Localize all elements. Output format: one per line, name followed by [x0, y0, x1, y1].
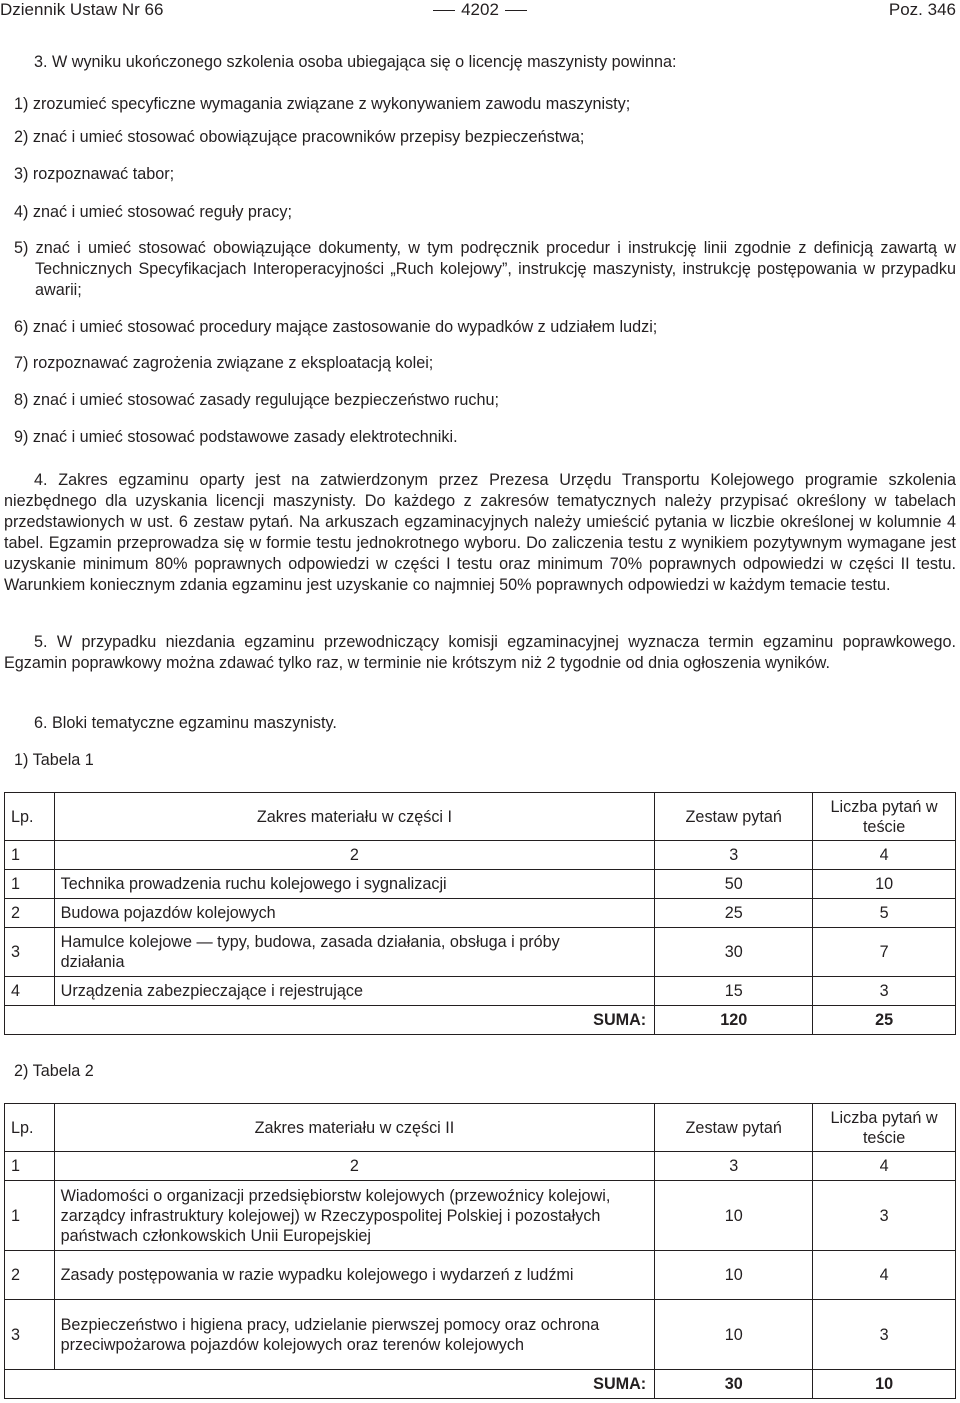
- table1-row2-zestaw: 25: [655, 899, 813, 928]
- section3-item-4: 4) znać i umieć stosować reguły pracy;: [14, 203, 292, 221]
- table-row: [5, 870, 956, 899]
- table2-num-2: 2: [54, 1152, 655, 1181]
- table1-row4-zestaw: 15: [655, 977, 813, 1006]
- table-row: [5, 899, 956, 928]
- section3-item-3: 3) rozpoznawać tabor;: [14, 165, 175, 183]
- table1-sum-row: [5, 1006, 956, 1035]
- table-row: [5, 1251, 956, 1300]
- table2-row2-liczba: 4: [813, 1251, 956, 1300]
- section3-item-6: 6) znać i umieć stosować procedury mające zastosowanie do wypadków z udziałem ludzi;: [14, 318, 658, 336]
- table1-header-zakres: Zakres materiału w części I: [54, 793, 655, 841]
- section4-paragraph: 4. Zakres egzaminu oparty jest na zatwierdzonym przez Prezesa Urzędu Transportu Kolejowego programie szkolenia niezbędnego dla uzyskania licencji maszynisty. Do każdego z zakresów tematycznych należy przypisać określony w tabelach przedstawionych w ust. 6 zestaw pytań. Na arkuszach egzaminacyjnych należy umieścić pytania w liczbie określonej w kolumnie 4 tabel. Egzamin przeprowadza się w formie testu jednokrotnego wyboru. Do zaliczenia testu z wynikiem pozytywnym wymagane jest uzyskanie minimum 80% poprawnych odpowiedzi w części I testu oraz minimum 70% poprawnych odpowiedzi w części II testu. Warunkiem koniecznym zdania egzaminu jest uzyskanie co najmniej 50% poprawnych odpowiedzi w każdym temacie testu.: [4, 471, 956, 594]
- table2-num-4: 4: [813, 1152, 956, 1181]
- table1-num-3: 3: [655, 841, 813, 870]
- table2-row3-zakres: Bezpieczeństwo i higiena pracy, udzielanie pierwszej pomocy oraz ochrona przeciwpożarowa pojazdów kolejowych oraz terenów kolejowych: [54, 1300, 655, 1370]
- table1-numbering-row: [5, 841, 956, 870]
- table1-row1-zestaw: 50: [655, 870, 813, 899]
- section3-item-7: 7) rozpoznawać zagrożenia związane z eksploatacją kolei;: [14, 354, 434, 372]
- table2-row2-lp: 2: [5, 1251, 55, 1300]
- table1-num-2: 2: [54, 841, 655, 870]
- table2-numbering-row: [5, 1152, 956, 1181]
- section5-paragraph: 5. W przypadku niezdania egzaminu przewodniczący komisji egzaminacyjnej wyznacza termin egzaminu poprawkowego. Egzamin poprawkowy można zdawać tylko raz, w terminie nie krótszym niż 2 tygodnie od dnia ogłoszenia wyników.: [4, 633, 956, 672]
- table2-row3-lp: 3: [5, 1300, 55, 1370]
- section3-item-1: 1) zrozumieć specyficzne wymagania związane z wykonywaniem zawodu maszynisty;: [14, 95, 631, 113]
- journal-title: Dziennik Ustaw Nr 66: [0, 0, 164, 19]
- section6-heading: 6. Bloki tematyczne egzaminu maszynisty.: [34, 714, 337, 732]
- table2-num-1: 1: [5, 1152, 55, 1181]
- section3-item-9: 9) znać i umieć stosować podstawowe zasady elektrotechniki.: [14, 428, 458, 446]
- table1-sum-label: SUMA:: [5, 1006, 655, 1035]
- table1-row3-zakres: Hamulce kolejowe — typy, budowa, zasada działania, obsługa i próby działania: [54, 928, 655, 977]
- table-row: [5, 1181, 956, 1251]
- table2-sum-set: 30: [655, 1370, 813, 1399]
- table1-row3-lp: 3: [5, 928, 55, 977]
- table1-header-zestaw: Zestaw pytań: [655, 793, 813, 841]
- table1-row1-zakres: Technika prowadzenia ruchu kolejowego i sygnalizacji: [54, 870, 655, 899]
- section3-item-5: [14, 238, 956, 301]
- table1-row1-lp: 1: [5, 870, 55, 899]
- page-number: [0, 0, 960, 20]
- table1-header-liczba: Liczba pytań w teście: [813, 793, 956, 841]
- dash-right: [505, 10, 527, 11]
- section3-intro: 3. W wyniku ukończonego szkolenia osoba ubiegająca się o licencję maszynisty powinna:: [34, 53, 677, 71]
- table2-row3-liczba: 3: [813, 1300, 956, 1370]
- table2-header-lp: Lp.: [5, 1104, 55, 1152]
- table1-caption: 1) Tabela 1: [14, 751, 94, 769]
- table1-row2-lp: 2: [5, 899, 55, 928]
- table2-row1-lp: 1: [5, 1181, 55, 1251]
- table1-row1-liczba: 10: [813, 870, 956, 899]
- table2-row1-zestaw: 10: [655, 1181, 813, 1251]
- table2-header-liczba: Liczba pytań w teście: [813, 1104, 956, 1152]
- table2: [4, 1103, 956, 1399]
- table1-row2-zakres: Budowa pojazdów kolejowych: [54, 899, 655, 928]
- table1-sum-count: 25: [813, 1006, 956, 1035]
- table2-row2-zakres: Zasady postępowania w razie wypadku kolejowego i wydarzeń z ludźmi: [54, 1251, 655, 1300]
- table2-sum-label: SUMA:: [5, 1370, 655, 1399]
- page-header: [0, 0, 960, 20]
- table1-row4-liczba: 3: [813, 977, 956, 1006]
- table1-sum-set: 120: [655, 1006, 813, 1035]
- table2-row1-liczba: 3: [813, 1181, 956, 1251]
- table1-row2-liczba: 5: [813, 899, 956, 928]
- table1-header-row: [5, 793, 956, 841]
- section3-item-2: 2) znać i umieć stosować obowiązujące pracowników przepisy bezpieczeństwa;: [14, 128, 585, 146]
- table2-sum-count: 10: [813, 1370, 956, 1399]
- table2-row3-zestaw: 10: [655, 1300, 813, 1370]
- table2-row2-zestaw: 10: [655, 1251, 813, 1300]
- position-number: Poz. 346: [888, 0, 956, 19]
- table-row: [5, 1300, 956, 1370]
- table1-row3-liczba: 7: [813, 928, 956, 977]
- table-row: [5, 977, 956, 1006]
- table1: [4, 792, 956, 1035]
- table1-num-1: 1: [5, 841, 55, 870]
- section3-item-8: 8) znać i umieć stosować zasady regulujące bezpieczeństwo ruchu;: [14, 391, 499, 409]
- table-row: [5, 928, 956, 977]
- table1-row4-lp: 4: [5, 977, 55, 1006]
- table2-num-3: 3: [655, 1152, 813, 1181]
- table2-header-row: [5, 1104, 956, 1152]
- table2-caption: 2) Tabela 2: [14, 1062, 94, 1080]
- table1-row4-zakres: Urządzenia zabezpieczające i rejestrujące: [54, 977, 655, 1006]
- table2-header-zestaw: Zestaw pytań: [655, 1104, 813, 1152]
- table2-header-zakres: Zakres materiału w części II: [54, 1104, 655, 1152]
- dash-left: [433, 10, 455, 11]
- section3-item-5-text: 5) znać i umieć stosować obowiązujące dokumenty, w tym podręcznik procedur i instrukcję linii zgodnie z definicją zawartą w Technicznych Specyfikacjach Interoperacyjności „Ruch kolejowy”, instrukcję maszynisty, instrukcję postępowania w przypadku awarii;: [14, 239, 956, 299]
- table2-row1-zakres: Wiadomości o organizacji przedsiębiorstw kolejowych (przewoźnicy kolejowi, zarządcy infrastruktury kolejowej) w Rzeczypospolitej Polskiej i pozostałych państwach członkowskich Unii Europejskiej: [54, 1181, 655, 1251]
- table1-header-lp: Lp.: [5, 793, 55, 841]
- table1-num-4: 4: [813, 841, 956, 870]
- page-number-text: 4202: [461, 0, 499, 19]
- table2-sum-row: [5, 1370, 956, 1399]
- table1-row3-zestaw: 30: [655, 928, 813, 977]
